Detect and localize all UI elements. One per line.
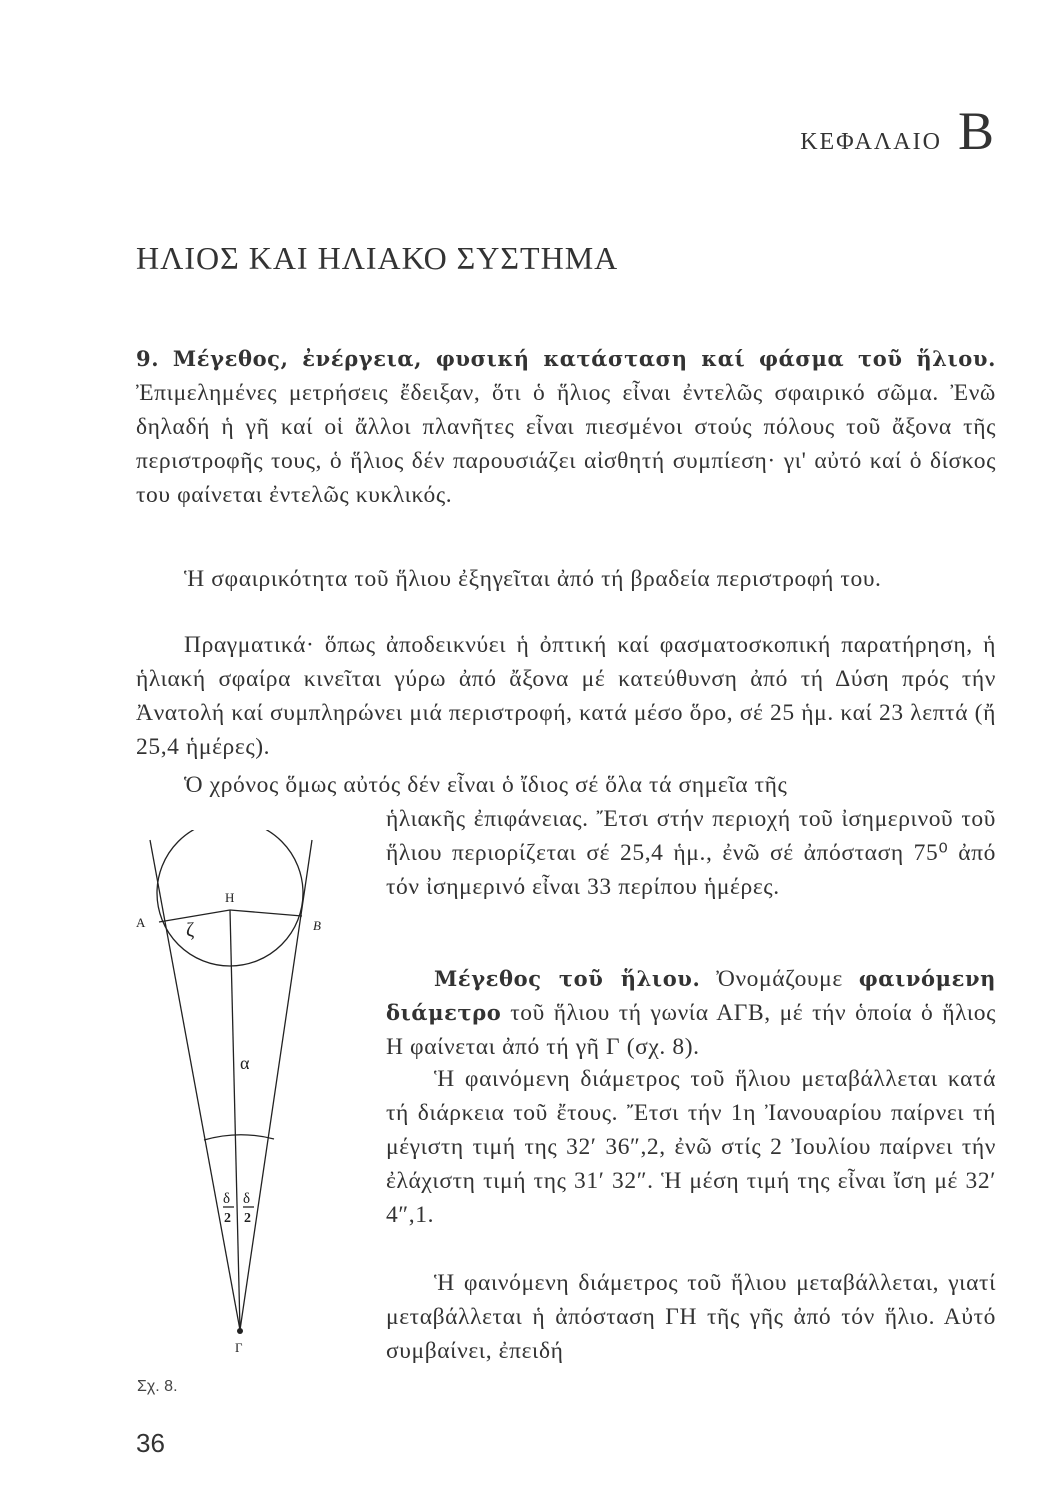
- chapter-word: ΚΕΦΑΛΑΙΟ: [800, 129, 942, 155]
- center-line: [230, 910, 240, 1330]
- label-b-point: Β: [313, 918, 321, 933]
- paragraph-2: Ἡ σφαιρικότητα τοῦ ἥλιου ἐξηγεῖται ἀπό τή βραδεία περιστροφή του.: [184, 566, 882, 592]
- label-two-right: 2: [244, 1211, 251, 1226]
- paragraph-5-text-a: Ὀνομάζουμε: [716, 966, 843, 992]
- label-two-left: 2: [224, 1211, 231, 1226]
- chapter-heading: [800, 100, 994, 162]
- angle-arc: [204, 1135, 274, 1140]
- paragraph-5-text-b: τοῦ ἥλιου τή γωνία ΑΓΒ, μέ τήν ὁποία ὁ ἥλιος Η φαίνεται ἀπό τή γῆ Γ (σχ. 8).: [386, 1000, 996, 1060]
- label-a-point: Α: [136, 915, 146, 930]
- paragraph-3: Πραγματικά· ὅπως ἀποδεικνύει ἡ ὀπτική καί φασματοσκοπική παρατήρηση, ἡ ἡλιακή σφαίρα κινεῖται γύρω ἀπό ἄξονα μέ κατεύθυνση ἀπό τή Δύση πρός τήν Ἀνατολή καί συμπληρώνει μιά περιστροφή, κατά μέσο ὅρο, σέ 25 ἡμ. καί 23 λεπτά (ἤ 25,4 ἡμέρες).: [136, 632, 996, 760]
- paragraph-4-continued: ἡλιακῆς ἐπιφάνειας. Ἔτσι στήν περιοχή τοῦ ἰσημερινοῦ τοῦ ἥλιου περιορίζεται σέ 25,4 ἡμ., ἐνῶ σέ ἀπόσταση 75⁰ ἀπό τόν ἰσημερινό εἶναι 33 περίπου ἡμέρες.: [386, 806, 996, 900]
- label-h-point: Η: [225, 890, 235, 905]
- paragraph-1-text: Ἐπιμελημένες μετρήσεις ἔδειξαν, ὅτι ὁ ἥλιος εἶναι ἐντελῶς σφαιρικό σῶμα. Ἐνῶ δηλαδή ἡ γῆ καί οἱ ἄλλοι πλανῆτες εἶναι πιεσμένοι στούς πόλους τοῦ ἄξονα τῆς περιστροφῆς τους, ὁ ἥλιος δέν παρουσιάζει αἰσθητή συμπίεση· γι' αὐτό καί ὁ δίσκος του φαίνεται ἐντελῶς κυκλικός.: [136, 380, 996, 508]
- figure-caption: Σχ. 8.: [137, 1378, 178, 1395]
- section-title: ΗΛΙΟΣ ΚΑΙ ΗΛΙΑΚΟ ΣΥΣΤΗΜΑ: [136, 240, 619, 276]
- sun-diameter-figure: [130, 830, 360, 1390]
- radius-line-left: [159, 910, 230, 922]
- paragraph-5: [386, 962, 996, 1064]
- paragraph-6: Ἡ φαινόμενη διάμετρος τοῦ ἥλιου μεταβάλλεται κατά τή διάρκεια τοῦ ἔτους. Ἔτσι τήν 1η Ἰανουαρίου παίρνει τή μέγιστη τιμή της 32′ 36″,2, ἐνῶ στίς 2 Ἰουλίου παίρνει τήν ἐλάχιστη τιμή της 31′ 32″. Ἡ μέση τιμή της εἶναι ἴση μέ 32′ 4″,1.: [386, 1066, 996, 1228]
- paragraph-1-heading: 9. Μέγεθος, ἐνέργεια, φυσική κατάσταση καί φάσμα τοῦ ἥλιου.: [136, 346, 996, 371]
- paragraph-1: [136, 342, 996, 512]
- paragraph-7: Ἡ φαινόμενη διάμετρος τοῦ ἥλιου μεταβάλλεται, γιατί μεταβάλλεται ἡ ἀπόσταση ΓΗ τῆς γῆς ἀπό τόν ἥλιο. Αὐτό συμβαίνει, ἐπειδή: [386, 1270, 996, 1364]
- paragraph-4-start: Ὁ χρόνος ὅμως αὐτός δέν εἶναι ὁ ἴδιος σέ ὅλα τά σημεῖα τῆς: [184, 772, 788, 798]
- earth-point: [237, 1328, 243, 1334]
- label-g-point: Γ: [235, 1340, 243, 1355]
- label-delta-left: δ: [223, 1191, 231, 1207]
- tangent-line-left: [150, 840, 240, 1330]
- label-radius-r: ζ: [186, 919, 195, 941]
- paragraph-5-heading: Μέγεθος τοῦ ἥλιου.: [434, 966, 701, 991]
- label-distance-a: α: [240, 1053, 250, 1073]
- radius-line-right: [230, 910, 302, 916]
- paragraph-5-term: φαινόμενη διάμετρο: [386, 966, 996, 1025]
- chapter-letter: Β: [957, 101, 994, 161]
- page-number: 36: [136, 1428, 165, 1458]
- label-delta-right: δ: [243, 1191, 251, 1207]
